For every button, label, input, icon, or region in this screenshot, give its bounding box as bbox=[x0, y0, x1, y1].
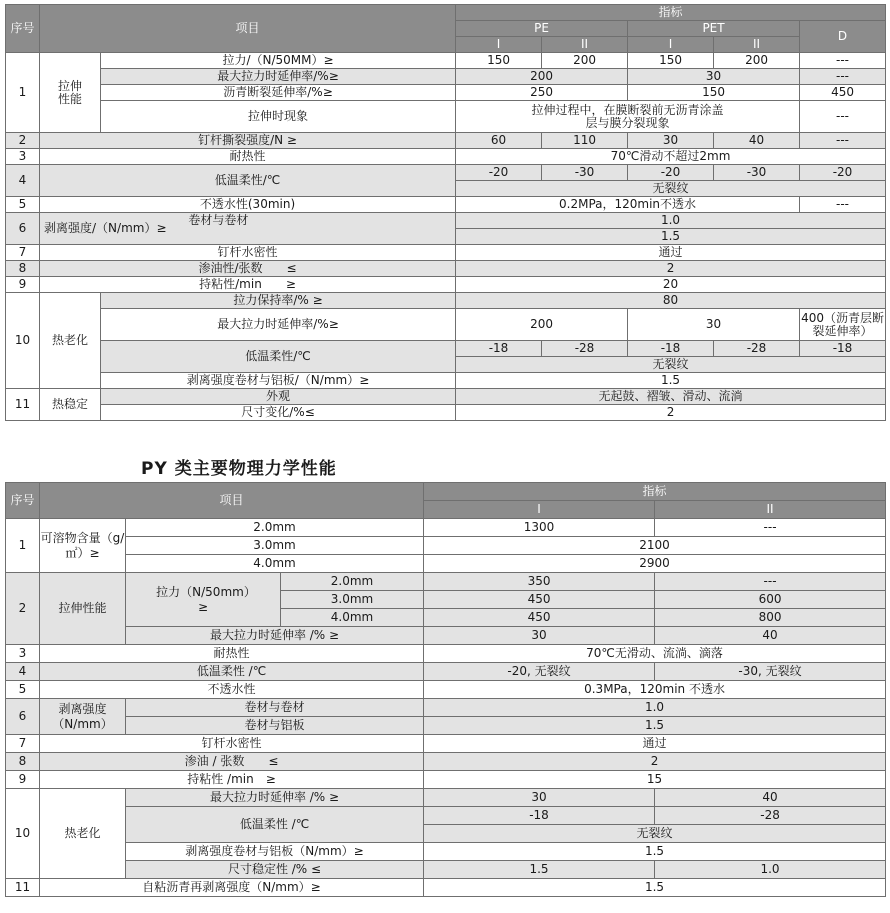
row-number: 9 bbox=[6, 277, 40, 293]
item-label: 拉力/（N/50MM）≥ bbox=[101, 53, 456, 69]
value-cell: 2900 bbox=[424, 555, 886, 573]
category-label: 热稳定 bbox=[40, 389, 101, 421]
value-cell: 1.5 bbox=[456, 373, 886, 389]
item-label: 2.0mm bbox=[126, 519, 424, 537]
item-label: 剥离强度卷材与铝板（N/mm）≥ bbox=[126, 843, 424, 861]
value-cell: -18 bbox=[424, 807, 655, 825]
item-label: 最大拉力时延伸率/%≥ bbox=[101, 69, 456, 85]
item-label: 耐热性 bbox=[40, 149, 456, 165]
item-label: 不透水性(30min) bbox=[40, 197, 456, 213]
value-cell: -18 bbox=[456, 341, 542, 357]
value-cell: 无裂纹 bbox=[456, 357, 886, 373]
value-cell: 2100 bbox=[424, 537, 886, 555]
value-cell: 60 bbox=[456, 133, 542, 149]
section-title: PY 类主要物理力学性能 bbox=[141, 459, 337, 479]
value-cell: -18 bbox=[628, 341, 714, 357]
value-cell: -28 bbox=[714, 341, 800, 357]
value-cell: --- bbox=[800, 133, 886, 149]
item-label: 持粘性 /min ≥ bbox=[40, 771, 424, 789]
value-cell: --- bbox=[800, 69, 886, 85]
value-cell: -30, 无裂纹 bbox=[655, 663, 886, 681]
item-label: 最大拉力时延伸率 /% ≥ bbox=[126, 789, 424, 807]
value-cell: -20 bbox=[800, 165, 886, 181]
value-cell: 0.3MPa，120min 不透水 bbox=[424, 681, 886, 699]
header-ii: II bbox=[655, 501, 886, 519]
value-cell: --- bbox=[655, 519, 886, 537]
item-label: 沥青断裂延伸率/%≥ bbox=[101, 85, 456, 101]
row-number: 5 bbox=[6, 197, 40, 213]
value-cell: 2 bbox=[424, 753, 886, 771]
header-pet-ii: II bbox=[714, 37, 800, 53]
value-cell: 30 bbox=[424, 789, 655, 807]
category-label: 拉伸性能 bbox=[40, 573, 126, 645]
item-label: 耐热性 bbox=[40, 645, 424, 663]
row-number: 4 bbox=[6, 165, 40, 197]
item-label: 不透水性 bbox=[40, 681, 424, 699]
value-cell: -20 bbox=[628, 165, 714, 181]
value-cell: 40 bbox=[655, 789, 886, 807]
item-label: 拉伸时现象 bbox=[101, 101, 456, 133]
category-text: 剥离强度/（N/mm）≥ bbox=[44, 221, 167, 235]
value-cell: 70℃无滑动、流淌、滴落 bbox=[424, 645, 886, 663]
value-cell: 1.5 bbox=[456, 229, 886, 245]
value-cell: 1.0 bbox=[424, 699, 886, 717]
spec-table-2 bbox=[5, 482, 886, 897]
category-label bbox=[40, 213, 456, 245]
sub-item-label: 卷材与卷材 bbox=[188, 213, 249, 227]
category-label: 拉伸性能 bbox=[40, 53, 101, 133]
row-number: 5 bbox=[6, 681, 40, 699]
item-label: 尺寸变化/%≤ bbox=[101, 405, 456, 421]
value-cell: 1.5 bbox=[424, 879, 886, 897]
value-cell: 70℃滑动不超过2mm bbox=[456, 149, 886, 165]
header-index: 指标 bbox=[456, 5, 886, 21]
value-cell: 无裂纹 bbox=[456, 181, 886, 197]
item-label: 拉力保持率/% ≥ bbox=[101, 293, 456, 309]
category-label: 剥离强度（N/mm） bbox=[40, 699, 126, 735]
item-label: 渗油性/张数 ≤ bbox=[40, 261, 456, 277]
row-number: 6 bbox=[6, 699, 40, 735]
value-cell: 无裂纹 bbox=[424, 825, 886, 843]
value-cell: 450 bbox=[424, 591, 655, 609]
item-label: 卷材与铝板 bbox=[126, 717, 424, 735]
item-label: 4.0mm bbox=[281, 609, 424, 627]
item-label: 外观 bbox=[101, 389, 456, 405]
value-cell: 150 bbox=[628, 85, 800, 101]
value-cell: 15 bbox=[424, 771, 886, 789]
item-label: 卷材与卷材 bbox=[126, 699, 424, 717]
row-number: 9 bbox=[6, 771, 40, 789]
item-label: 3.0mm bbox=[281, 591, 424, 609]
value-cell: 1.5 bbox=[424, 717, 886, 735]
value-cell: 无起鼓、褶皱、滑动、流淌 bbox=[456, 389, 886, 405]
item-label: 3.0mm bbox=[126, 537, 424, 555]
value-cell: 1.0 bbox=[655, 861, 886, 879]
value-cell: -20, 无裂纹 bbox=[424, 663, 655, 681]
row-number: 7 bbox=[6, 735, 40, 753]
value-cell: 150 bbox=[456, 53, 542, 69]
row-number: 1 bbox=[6, 519, 40, 573]
header-index: 指标 bbox=[424, 483, 886, 501]
value-cell: 200 bbox=[714, 53, 800, 69]
value-cell: 0.2MPa，120min不透水 bbox=[456, 197, 800, 213]
value-cell: -28 bbox=[542, 341, 628, 357]
item-label: 2.0mm bbox=[281, 573, 424, 591]
row-number: 1 bbox=[6, 53, 40, 133]
item-label: 最大拉力时延伸率 /% ≥ bbox=[126, 627, 424, 645]
header-pe-i: I bbox=[456, 37, 542, 53]
value-cell: -30 bbox=[542, 165, 628, 181]
row-number: 10 bbox=[6, 293, 40, 389]
value-cell: 1.5 bbox=[424, 861, 655, 879]
header-i: I bbox=[424, 501, 655, 519]
value-cell: 40 bbox=[655, 627, 886, 645]
value-cell: 110 bbox=[542, 133, 628, 149]
header-seq: 序号 bbox=[6, 483, 40, 519]
header-pe: PE bbox=[456, 21, 628, 37]
item-label: 最大拉力时延伸率/%≥ bbox=[101, 309, 456, 341]
value-cell: 20 bbox=[456, 277, 886, 293]
sub-category-label: 拉力（N/50mm）≥ bbox=[126, 573, 281, 627]
value-cell: 450 bbox=[424, 609, 655, 627]
category-label: 热老化 bbox=[40, 293, 101, 389]
value-cell: 200 bbox=[456, 309, 628, 341]
row-number: 8 bbox=[6, 261, 40, 277]
item-label: 持粘性/min ≥ bbox=[40, 277, 456, 293]
item-label: 尺寸稳定性 /% ≤ bbox=[126, 861, 424, 879]
value-cell: 150 bbox=[628, 53, 714, 69]
item-label: 钉杆水密性 bbox=[40, 245, 456, 261]
row-number: 11 bbox=[6, 879, 40, 897]
value-cell: 通过 bbox=[456, 245, 886, 261]
value-cell: 350 bbox=[424, 573, 655, 591]
value-cell: 2 bbox=[456, 405, 886, 421]
value-cell: 450 bbox=[800, 85, 886, 101]
row-number: 3 bbox=[6, 645, 40, 663]
row-number: 8 bbox=[6, 753, 40, 771]
value-cell: 250 bbox=[456, 85, 628, 101]
row-number: 4 bbox=[6, 663, 40, 681]
category-label: 可溶物含量（g/㎡）≥ bbox=[40, 519, 126, 573]
row-number: 11 bbox=[6, 389, 40, 421]
header-d: D bbox=[800, 21, 886, 53]
spec-table-1 bbox=[5, 4, 886, 421]
item-label: 4.0mm bbox=[126, 555, 424, 573]
item-label: 剥离强度卷材与铝板/（N/mm）≥ bbox=[101, 373, 456, 389]
header-pet-i: I bbox=[628, 37, 714, 53]
row-number: 6 bbox=[6, 213, 40, 245]
row-number: 3 bbox=[6, 149, 40, 165]
row-number: 2 bbox=[6, 573, 40, 645]
value-cell: -18 bbox=[800, 341, 886, 357]
value-cell: 30 bbox=[628, 133, 714, 149]
value-cell: 80 bbox=[456, 293, 886, 309]
value-cell: --- bbox=[800, 197, 886, 213]
value-cell: 1.5 bbox=[424, 843, 886, 861]
value-cell: --- bbox=[800, 101, 886, 133]
value-cell: 通过 bbox=[424, 735, 886, 753]
item-label: 自粘沥青再剥离强度（N/mm）≥ bbox=[40, 879, 424, 897]
header-pet: PET bbox=[628, 21, 800, 37]
item-label: 钉杆水密性 bbox=[40, 735, 424, 753]
row-number: 7 bbox=[6, 245, 40, 261]
header-seq: 序号 bbox=[6, 5, 40, 53]
item-label: 渗油 / 张数 ≤ bbox=[40, 753, 424, 771]
item-label: 低温柔性/℃ bbox=[101, 341, 456, 373]
item-label: 低温柔性 /℃ bbox=[126, 807, 424, 843]
item-label: 低温柔性/℃ bbox=[40, 165, 456, 197]
item-label: 低温柔性 /℃ bbox=[40, 663, 424, 681]
value-cell: 40 bbox=[714, 133, 800, 149]
value-cell: -28 bbox=[655, 807, 886, 825]
value-cell: 拉伸过程中，在膜断裂前无沥青涂盖层与膜分裂现象 bbox=[456, 101, 800, 133]
value-cell: -20 bbox=[456, 165, 542, 181]
value-cell: 30 bbox=[628, 69, 800, 85]
row-number: 10 bbox=[6, 789, 40, 879]
value-cell: 400（沥青层断裂延伸率） bbox=[800, 309, 886, 341]
value-cell: --- bbox=[800, 53, 886, 69]
value-cell: 30 bbox=[424, 627, 655, 645]
header-item: 项目 bbox=[40, 483, 424, 519]
category-label: 热老化 bbox=[40, 789, 126, 879]
value-cell: 800 bbox=[655, 609, 886, 627]
value-cell: 2 bbox=[456, 261, 886, 277]
value-cell: 200 bbox=[456, 69, 628, 85]
value-cell: 600 bbox=[655, 591, 886, 609]
item-label: 钉杆撕裂强度/N ≥ bbox=[40, 133, 456, 149]
row-number: 2 bbox=[6, 133, 40, 149]
value-cell: --- bbox=[655, 573, 886, 591]
value-cell: 1300 bbox=[424, 519, 655, 537]
value-cell: 200 bbox=[542, 53, 628, 69]
value-cell: -30 bbox=[714, 165, 800, 181]
header-pe-ii: II bbox=[542, 37, 628, 53]
value-cell: 1.0 bbox=[456, 213, 886, 229]
header-item: 项目 bbox=[40, 5, 456, 53]
value-cell: 30 bbox=[628, 309, 800, 341]
